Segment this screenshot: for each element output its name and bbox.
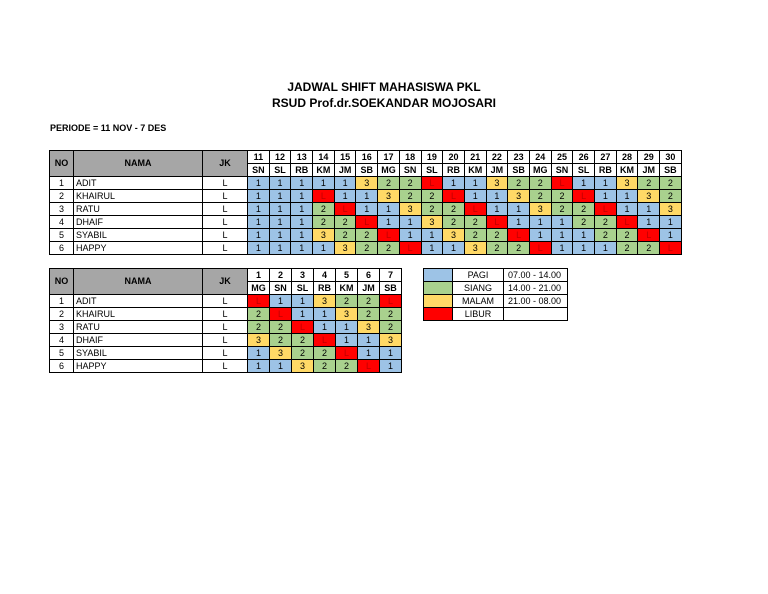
shift-cell: 1 [660, 216, 682, 229]
shift-cell: 3 [508, 190, 530, 203]
shift-cell: 1 [573, 242, 595, 255]
shift-cell: 2 [313, 203, 335, 216]
table-row [50, 360, 402, 373]
student-name: DHAIF [74, 216, 203, 229]
shift-cell: 2 [573, 203, 595, 216]
day-header: RB [595, 164, 617, 177]
table-row [50, 308, 402, 321]
shift-cell: 1 [248, 242, 270, 255]
gender-cell: L [203, 308, 248, 321]
shift-cell: 1 [399, 229, 421, 242]
shift-cell: 2 [443, 203, 465, 216]
shift-cell: 3 [358, 321, 380, 334]
shift-cell: 2 [356, 242, 378, 255]
schedule-table-november [49, 150, 682, 255]
table-row [50, 177, 682, 190]
date-header: 22 [486, 151, 508, 164]
date-header: 2 [270, 269, 292, 282]
gender-cell: L [203, 216, 248, 229]
day-header: KM [336, 282, 358, 295]
day-header: MG [529, 164, 551, 177]
row-number: 2 [50, 190, 74, 203]
shift-cell: 2 [508, 242, 530, 255]
shift-cell: 2 [529, 190, 551, 203]
legend-time [504, 308, 568, 321]
shift-cell: 1 [248, 190, 270, 203]
shift-cell: 3 [443, 229, 465, 242]
shift-cell: 1 [334, 190, 356, 203]
gender-cell: L [203, 334, 248, 347]
shift-cell: 3 [529, 203, 551, 216]
column-header-no: NO [50, 151, 74, 177]
shift-cell: 3 [356, 177, 378, 190]
date-header: 27 [595, 151, 617, 164]
date-header: 6 [358, 269, 380, 282]
shift-cell: 2 [248, 308, 270, 321]
date-header: 3 [292, 269, 314, 282]
shift-cell: 2 [314, 347, 336, 360]
shift-cell: 2 [378, 177, 400, 190]
shift-cell: L [443, 190, 465, 203]
table-row [50, 242, 682, 255]
shift-cell: 1 [292, 308, 314, 321]
shift-cell: 1 [270, 360, 292, 373]
shift-cell: 2 [443, 216, 465, 229]
shift-cell: 2 [595, 229, 617, 242]
legend-swatch [424, 269, 453, 282]
shift-cell: 1 [248, 216, 270, 229]
shift-cell: 2 [638, 242, 660, 255]
shift-cell: 1 [529, 229, 551, 242]
legend-swatch [424, 308, 453, 321]
student-name: SYABIL [74, 347, 203, 360]
shift-cell: 2 [616, 229, 638, 242]
shift-cell: 1 [443, 242, 465, 255]
gender-cell: L [203, 295, 248, 308]
shift-cell: 3 [334, 242, 356, 255]
row-number: 1 [50, 295, 74, 308]
date-header: 16 [356, 151, 378, 164]
day-header: KM [313, 164, 335, 177]
shift-cell: 1 [486, 203, 508, 216]
row-number: 3 [50, 203, 74, 216]
date-header: 14 [313, 151, 335, 164]
shift-cell: L [421, 177, 443, 190]
legend-label: SIANG [453, 282, 504, 295]
day-header: SB [356, 164, 378, 177]
legend-label: PAGI [453, 269, 504, 282]
shift-cell: L [508, 229, 530, 242]
student-name: KHAIRUL [74, 308, 203, 321]
day-header: SN [551, 164, 573, 177]
shift-cell: 1 [269, 242, 291, 255]
column-header-no: NO [50, 269, 74, 295]
shift-cell: 1 [638, 203, 660, 216]
column-header-jk: JK [203, 269, 248, 295]
row-number: 5 [50, 229, 74, 242]
row-number: 4 [50, 216, 74, 229]
shift-cell: 2 [464, 216, 486, 229]
shift-cell: 2 [660, 177, 682, 190]
day-header: JM [486, 164, 508, 177]
shift-cell: 1 [313, 177, 335, 190]
gender-cell: L [203, 321, 248, 334]
shift-cell: 2 [486, 242, 508, 255]
shift-cell: 1 [334, 177, 356, 190]
student-name: SYABIL [74, 229, 203, 242]
shift-cell: 2 [292, 347, 314, 360]
day-header: SN [399, 164, 421, 177]
day-header: RB [314, 282, 336, 295]
shift-cell: 3 [336, 308, 358, 321]
schedule-table-december [49, 268, 402, 373]
shift-cell: 2 [529, 177, 551, 190]
row-number: 5 [50, 347, 74, 360]
shift-cell: 1 [638, 216, 660, 229]
date-header: 4 [314, 269, 336, 282]
shift-cell: 1 [314, 321, 336, 334]
day-header: SN [248, 164, 270, 177]
shift-cell: 2 [399, 190, 421, 203]
shift-cell: 1 [378, 203, 400, 216]
day-header: JM [638, 164, 660, 177]
day-header: SL [269, 164, 291, 177]
gender-cell: L [203, 360, 248, 373]
shift-cell: 1 [464, 177, 486, 190]
header-row-dates [50, 151, 682, 164]
legend-row [424, 269, 568, 282]
date-header: 19 [421, 151, 443, 164]
day-header: SB [660, 164, 682, 177]
table-row [50, 295, 402, 308]
shift-cell: 1 [660, 229, 682, 242]
day-header: SL [573, 164, 595, 177]
legend-label: LIBUR [453, 308, 504, 321]
shift-cell: L [334, 203, 356, 216]
shift-cell: 1 [595, 190, 617, 203]
day-header: KM [464, 164, 486, 177]
shift-cell: 1 [358, 334, 380, 347]
gender-cell: L [203, 347, 248, 360]
shift-cell: 2 [270, 334, 292, 347]
shift-cell: L [270, 308, 292, 321]
shift-cell: L [660, 242, 682, 255]
column-header-jk: JK [203, 151, 248, 177]
shift-cell: 2 [314, 360, 336, 373]
shift-cell: 1 [595, 242, 617, 255]
shift-cell: L [314, 334, 336, 347]
document-title: JADWAL SHIFT MAHASISWA PKL [287, 80, 481, 94]
shift-cell: 1 [421, 229, 443, 242]
shift-cell: 3 [313, 229, 335, 242]
shift-cell: 1 [314, 308, 336, 321]
shift-cell: 1 [551, 229, 573, 242]
shift-cell: 1 [291, 216, 313, 229]
shift-cell: 1 [291, 203, 313, 216]
shift-cell: L [595, 203, 617, 216]
day-header: RB [291, 164, 313, 177]
shift-cell: 1 [270, 295, 292, 308]
shift-cell: L [464, 203, 486, 216]
shift-cell: 1 [291, 177, 313, 190]
student-name: ADIT [74, 295, 203, 308]
table-row [50, 347, 402, 360]
shift-cell: L [356, 216, 378, 229]
header-row-dates [50, 269, 402, 282]
shift-cell: 1 [616, 203, 638, 216]
shift-cell: 2 [551, 203, 573, 216]
shift-cell: 1 [336, 321, 358, 334]
column-header-nama: NAMA [74, 151, 203, 177]
shift-cell: L [378, 229, 400, 242]
shift-cell: 2 [313, 216, 335, 229]
legend-swatch [424, 295, 453, 308]
shift-cell: 1 [248, 229, 270, 242]
shift-cell: 2 [595, 216, 617, 229]
shift-cell: L [573, 190, 595, 203]
legend-time: 07.00 - 14.00 [504, 269, 568, 282]
date-header: 24 [529, 151, 551, 164]
day-header: KM [616, 164, 638, 177]
shift-cell: 2 [378, 242, 400, 255]
shift-cell: 1 [508, 203, 530, 216]
student-name: DHAIF [74, 334, 203, 347]
shift-cell: 2 [334, 229, 356, 242]
shift-cell: 1 [356, 203, 378, 216]
day-header: JM [334, 164, 356, 177]
day-header: MG [248, 282, 270, 295]
shift-cell: 1 [464, 190, 486, 203]
day-header: SL [292, 282, 314, 295]
table-row [50, 190, 682, 203]
date-header: 29 [638, 151, 660, 164]
shift-cell: L [248, 295, 270, 308]
document-subtitle: RSUD Prof.dr.SOEKANDAR MOJOSARI [271, 96, 497, 110]
row-number: 4 [50, 334, 74, 347]
table-row [50, 216, 682, 229]
shift-cell: 1 [551, 216, 573, 229]
shift-cell: 2 [660, 190, 682, 203]
shift-cell: 2 [336, 295, 358, 308]
shift-cell: 2 [638, 177, 660, 190]
table-row [50, 229, 682, 242]
shift-cell: 1 [616, 190, 638, 203]
shift-cell: 3 [421, 216, 443, 229]
shift-cell: 2 [270, 321, 292, 334]
shift-cell: 2 [380, 308, 402, 321]
date-header: 30 [660, 151, 682, 164]
day-header: SN [270, 282, 292, 295]
shift-cell: L [529, 242, 551, 255]
shift-cell: 1 [291, 190, 313, 203]
column-header-nama: NAMA [74, 269, 203, 295]
shift-cell: 1 [248, 203, 270, 216]
date-header: 18 [399, 151, 421, 164]
legend-row [424, 308, 568, 321]
date-header: 11 [248, 151, 270, 164]
shift-cell: 3 [248, 334, 270, 347]
shift-cell: 3 [638, 190, 660, 203]
date-header: 13 [291, 151, 313, 164]
shift-cell: 1 [443, 177, 465, 190]
shift-cell: 1 [313, 242, 335, 255]
student-name: RATU [74, 203, 203, 216]
shift-cell: 1 [573, 229, 595, 242]
period-label: PERIODE = 11 NOV - 7 DES [50, 123, 167, 133]
student-name: KHAIRUL [74, 190, 203, 203]
shift-cell: 1 [269, 203, 291, 216]
shift-cell: L [313, 190, 335, 203]
shift-cell: 2 [508, 177, 530, 190]
shift-cell: 1 [336, 334, 358, 347]
row-number: 6 [50, 360, 74, 373]
day-header: JM [358, 282, 380, 295]
day-header: SL [421, 164, 443, 177]
date-header: 12 [269, 151, 291, 164]
row-number: 2 [50, 308, 74, 321]
shift-cell: 2 [336, 360, 358, 373]
gender-cell: L [203, 203, 248, 216]
shift-cell: 1 [291, 242, 313, 255]
shift-cell: L [638, 229, 660, 242]
shift-cell: L [486, 216, 508, 229]
shift-cell: 1 [399, 216, 421, 229]
student-name: HAPPY [74, 360, 203, 373]
shift-cell: 1 [269, 216, 291, 229]
legend-row [424, 282, 568, 295]
shift-cell: 1 [486, 190, 508, 203]
shift-cell: L [336, 347, 358, 360]
shift-cell: 2 [356, 229, 378, 242]
shift-cell: 3 [399, 203, 421, 216]
gender-cell: L [203, 190, 248, 203]
shift-cell: 2 [334, 216, 356, 229]
shift-cell: 2 [486, 229, 508, 242]
student-name: ADIT [74, 177, 203, 190]
shift-cell: 1 [573, 177, 595, 190]
student-name: HAPPY [74, 242, 203, 255]
shift-cell: 3 [616, 177, 638, 190]
shift-cell: 2 [358, 295, 380, 308]
shift-cell: 3 [292, 360, 314, 373]
shift-cell: 1 [551, 242, 573, 255]
shift-cell: 1 [508, 216, 530, 229]
gender-cell: L [203, 177, 248, 190]
shift-cell: 1 [269, 229, 291, 242]
shift-cell: L [551, 177, 573, 190]
legend-time: 21.00 - 08.00 [504, 295, 568, 308]
shift-cell: L [380, 295, 402, 308]
row-number: 1 [50, 177, 74, 190]
shift-cell: 1 [529, 216, 551, 229]
day-header: SB [508, 164, 530, 177]
shift-cell: L [358, 360, 380, 373]
shift-cell: L [399, 242, 421, 255]
table-row [50, 321, 402, 334]
legend-swatch [424, 282, 453, 295]
shift-cell: 1 [378, 216, 400, 229]
shift-cell: 2 [380, 321, 402, 334]
shift-cell: L [292, 321, 314, 334]
date-header: 5 [336, 269, 358, 282]
shift-cell: 1 [380, 360, 402, 373]
shift-cell: 2 [248, 321, 270, 334]
shift-legend [423, 268, 568, 321]
shift-cell: L [616, 216, 638, 229]
day-header: RB [443, 164, 465, 177]
shift-cell: 2 [551, 190, 573, 203]
shift-cell: 3 [464, 242, 486, 255]
shift-cell: 3 [314, 295, 336, 308]
legend-row [424, 295, 568, 308]
row-number: 3 [50, 321, 74, 334]
table-row [50, 203, 682, 216]
shift-cell: 3 [486, 177, 508, 190]
row-number: 6 [50, 242, 74, 255]
student-name: RATU [74, 321, 203, 334]
date-header: 17 [378, 151, 400, 164]
shift-cell: 1 [380, 347, 402, 360]
shift-cell: 2 [616, 242, 638, 255]
date-header: 7 [380, 269, 402, 282]
table-row [50, 334, 402, 347]
shift-cell: 1 [595, 177, 617, 190]
shift-cell: 1 [421, 242, 443, 255]
date-header: 20 [443, 151, 465, 164]
shift-cell: 2 [573, 216, 595, 229]
shift-cell: 3 [270, 347, 292, 360]
shift-cell: 2 [399, 177, 421, 190]
shift-cell: 1 [248, 360, 270, 373]
shift-cell: 2 [421, 203, 443, 216]
shift-cell: 3 [660, 203, 682, 216]
gender-cell: L [203, 242, 248, 255]
day-header: SB [380, 282, 402, 295]
shift-cell: 1 [291, 229, 313, 242]
shift-cell: 3 [380, 334, 402, 347]
date-header: 1 [248, 269, 270, 282]
gender-cell: L [203, 229, 248, 242]
shift-cell: 1 [358, 347, 380, 360]
date-header: 28 [616, 151, 638, 164]
shift-cell: 1 [248, 347, 270, 360]
date-header: 15 [334, 151, 356, 164]
date-header: 26 [573, 151, 595, 164]
legend-label: MALAM [453, 295, 504, 308]
shift-cell: 2 [358, 308, 380, 321]
day-header: MG [378, 164, 400, 177]
shift-cell: 3 [378, 190, 400, 203]
date-header: 25 [551, 151, 573, 164]
shift-cell: 1 [269, 177, 291, 190]
date-header: 21 [464, 151, 486, 164]
shift-cell: 1 [356, 190, 378, 203]
date-header: 23 [508, 151, 530, 164]
shift-cell: 1 [248, 177, 270, 190]
shift-cell: 2 [421, 190, 443, 203]
shift-cell: 2 [292, 334, 314, 347]
shift-cell: 2 [464, 229, 486, 242]
shift-cell: 1 [269, 190, 291, 203]
legend-time: 14.00 - 21.00 [504, 282, 568, 295]
shift-cell: 1 [292, 295, 314, 308]
